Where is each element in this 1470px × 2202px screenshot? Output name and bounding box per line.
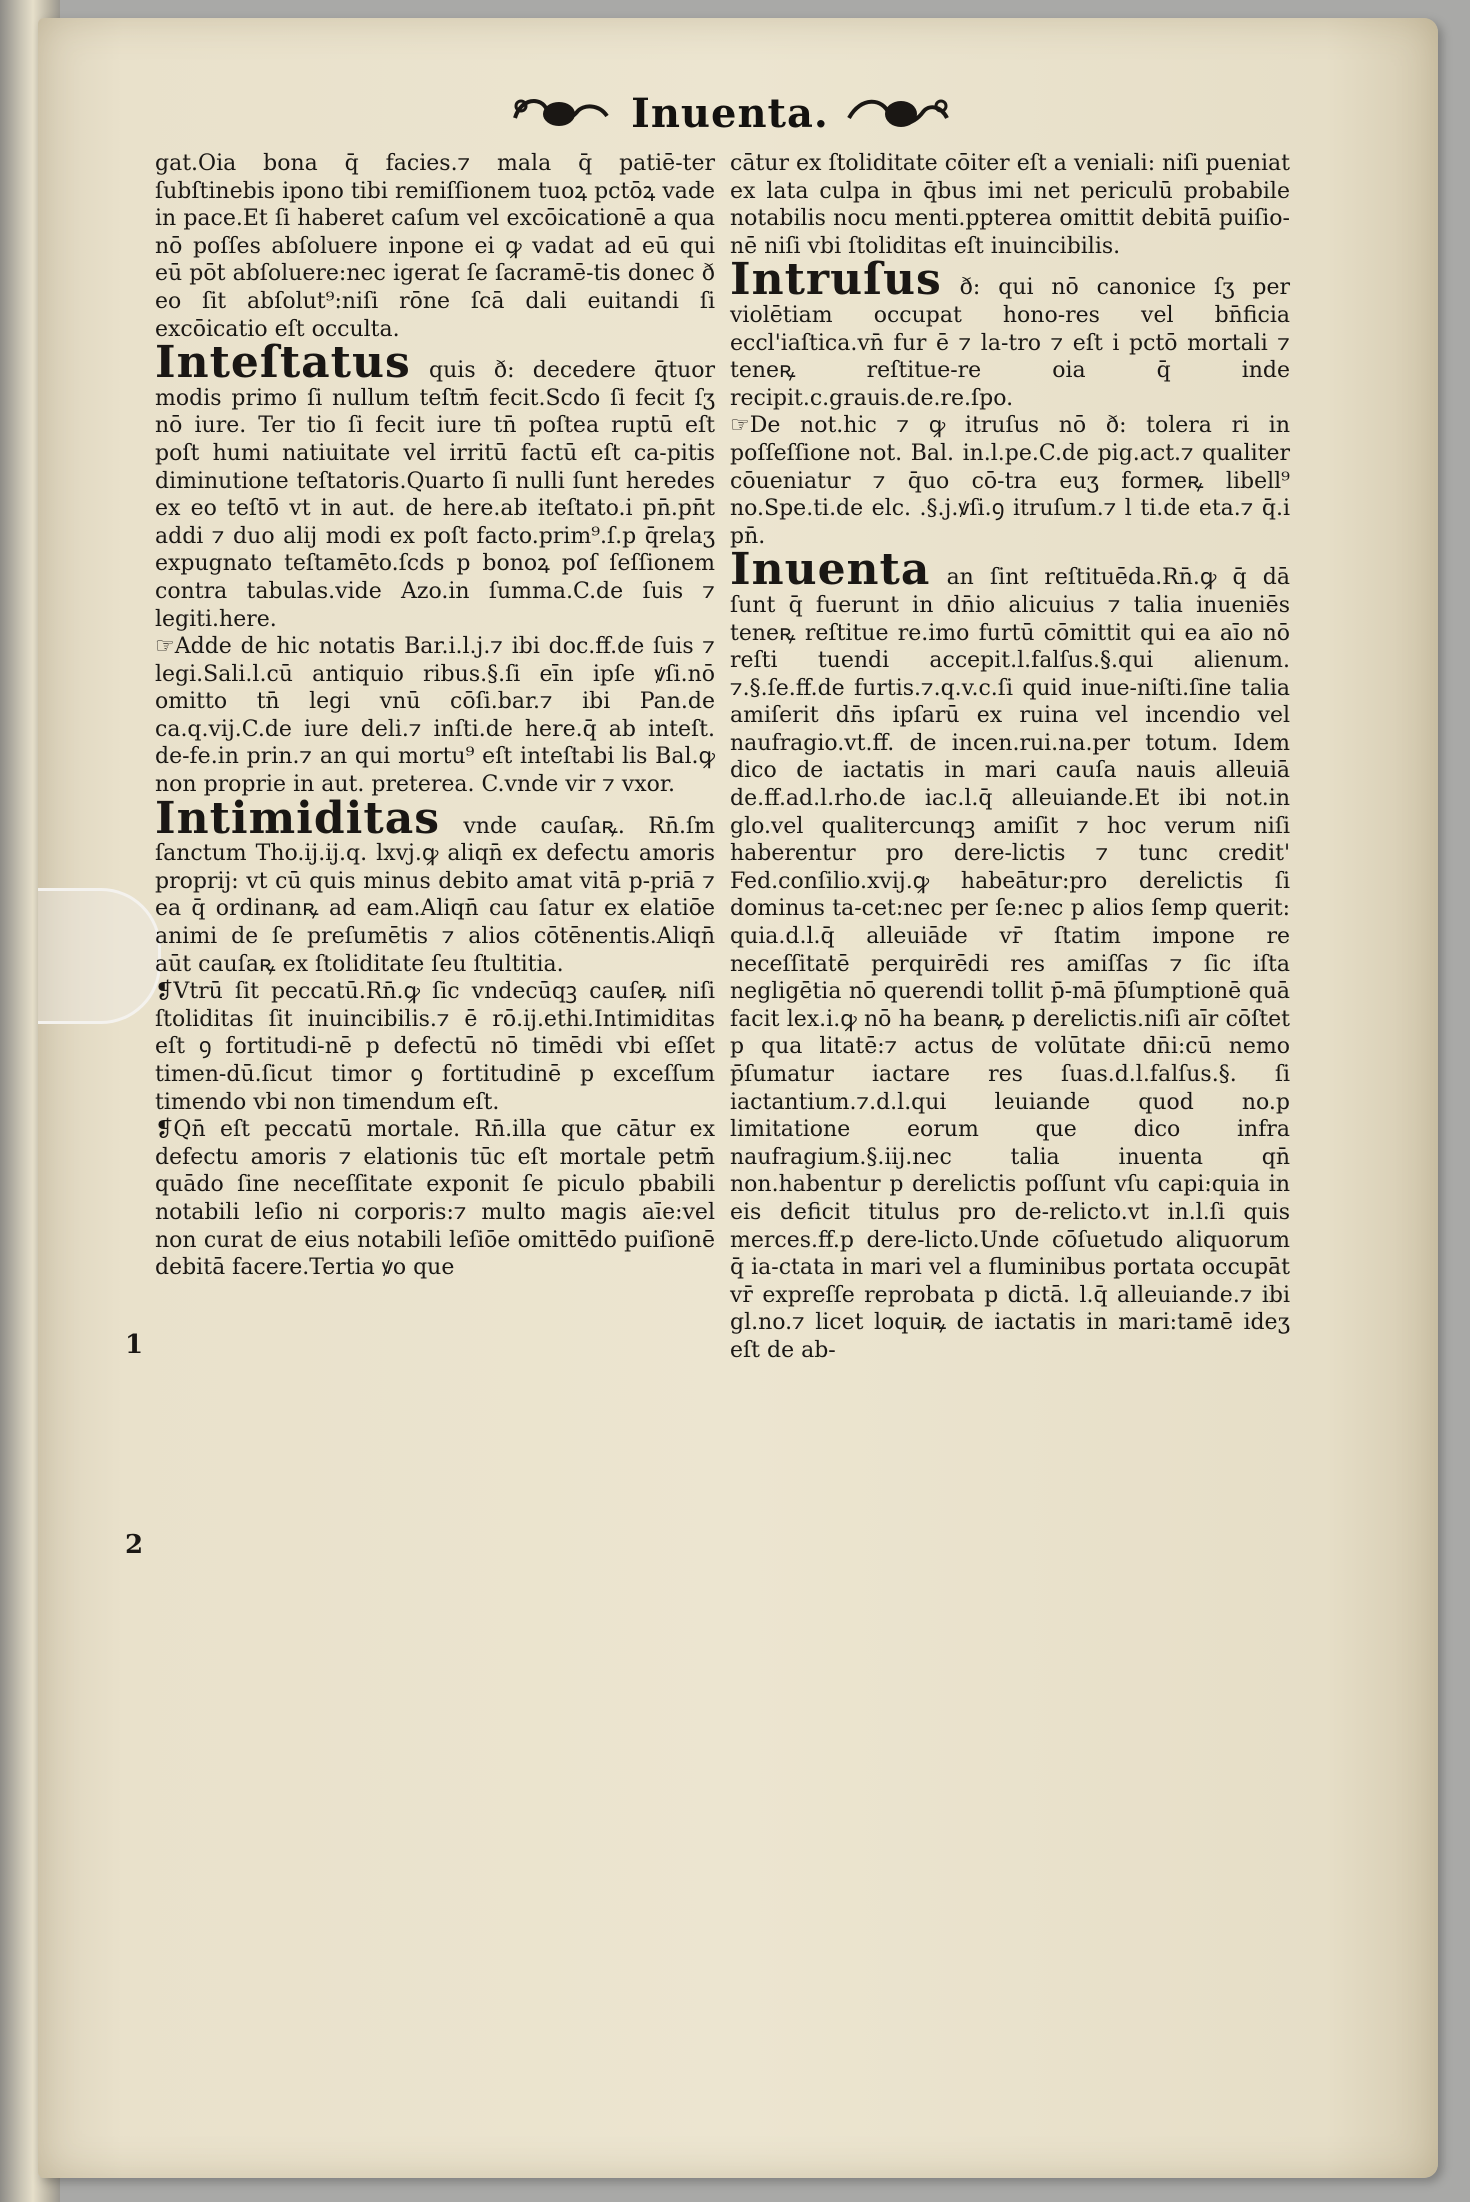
lemma-intimiditas: Intimiditas [155, 792, 440, 844]
lemma-inuenta: Inuenta [730, 544, 931, 596]
paper-clip [38, 888, 161, 1024]
left-paragraph-2: quis ð: decedere q̄tuor modis primo ſi nullum teſtm̄ fecit.Scdo ſi fecit ſʒ nō iure. Ter tio ſi fecit iure tn̄ poſtea ruptū eſt poſt humi natiuitate vel irritū factū eſt ca-pitis diminutione teſtatoris.Quarto ſi nulli ſunt heredes ex eo teſtō vt in aut. de here.ab iteſtato.i pn̄.pn̄t addi ⁊ duo alij modi ex poſt facto.prim⁹.ſ.p q̄relaʒ expugnato teſtamēto.ſcds p bonoꝝ poſ ſeſſionem contra tabulas.vide Azo.in ſumma.C.de ſuis ⁊ legiti.here. [155, 358, 716, 632]
left-paragraph-5: ❡Vtrū ſit peccatū.Rn̄.ꝙ ſic vndecūqꝫ cauſeꝶ niſi ſtoliditas ſit inuincibilis.⁊ ē rō.ij.ethi.Intimiditas eſt ꝯ fortitudi-nē p defectū nō timēdi vbi eſſet timen-dū.ſicut timor ꝯ fortitudinē p exceſſum timendo vbi non timendum eſt. [155, 979, 715, 1115]
left-paragraph-6: ❡Qn̄ eſt peccatū mortale. Rn̄.illa que cātur ex defectu amoris ⁊ elationis tūc eſt mortale petm̄ quādo ſine neceſſitate exponit ſe piculo pbabili notabili leſio ni corporis:⁊ multo magis aīe:vel non curat de eius notabili leſiōe omittēdo puiſionē debitā facere.Tertia ꝟo que [155, 1117, 715, 1281]
right-paragraph-2: ð: qui nō canonice ſʒ per violētiam occupat hono-res vel bn̄ficia eccl'iaſtica.vn̄ fur ē ⁊ la-tro ⁊ eſt i pctō mortali ⁊ teneꝶ reſtitue-re oia q̄ inde recipit.c.grauis.de.re.ſpo. [730, 275, 1290, 411]
left-entry-intimiditas [155, 792, 715, 979]
right-column [730, 150, 1290, 1365]
right-paragraph-3: ☞De not.hic ⁊ ꝙ itruſus nō ð: tolera ri in poſſeſſione not. Bal. in.l.pe.C.de pig.act.⁊ qualiter cōueniatur ⁊ q̄uo cō-tra euʒ formeꝶ libell⁹ no.Spe.ti.de elc. .§.j.ꝟſi.ꝯ itruſum.⁊ l ti.de eta.⁊ q̄.i pn̄. [730, 413, 1290, 549]
running-header [470, 78, 990, 148]
right-entry-intrusus [730, 254, 1290, 412]
left-entry-intestatus [155, 337, 716, 633]
margin-note-2: 2 [125, 1530, 144, 1560]
left-paragraph-3: ☞Adde de hic notatis Bar.i.l.j.⁊ ibi doc.ff.de ſuis ⁊ legi.Sali.l.cū antiquio ribus.§.ſi eīn ipſe ꝟſi.nō omitto tn̄ legi vnū cōſi.bar.⁊ ibi Pan.de ca.q.vij.C.de iure deli.⁊ inſti.de here.q̄ ab inteſt. de-fe.in prin.⁊ an qui mortu⁹ eſt inteſtabi lis Bal.ꝙ non proprie in aut. preterea. C.vnde vir ⁊ vxor. [155, 634, 715, 798]
right-entry-inuenta [730, 544, 1290, 1364]
right-paragraph-4: an ſint reſtituēda.Rn̄.ꝙ q̄ dā ſunt q̄ fuerunt in dn̄io alicuius ⁊ talia inueniēs teneꝶ reſtitue re.imo furtū cōmittit qui ea aīo nō reſti tuendi accepit.l.falſus.§.qui alienum. ⁊.§.ſe.ff.de furtis.⁊.q.v.c.ſi quid inue-niſti.ſine talia amiſerit dn̄s ipſarū ex ruina vel incendio vel naufragio.vt.ff. de incen.rui.na.per totum. Idem dico de iactatis in mari cauſa nauis alleuiā de.ff.ad.l.rho.de iac.l.q̄ alleuiande.Et ibi not.in glo.vel qualitercunqꝫ amiſit ⁊ hoc verum niſi haberentur pro dere-lictis ⁊ tunc credit' Fed.conſilio.xvij.ꝙ habeātur:pro derelictis ſi dominus ta-cet:nec per ſe:nec p alios ſemp querit: quia.d.l.q̄ alleuiāde vr̄ ſtatim impone re neceſſitatē perquirēdi res amiſſas ⁊ ſic iſta negligētia nō querendi tollit p̄-mā p̄ſumptionē quā facit lex.i.ꝙ nō ha beanꝶ p derelictis.niſi aīr cōſtet p qua litatē:⁊ actus de volūtate dn̄i:cū nemo p̄ſumatur iactare res ſuas.d.l.falſus.§. ſi iactantium.⁊.d.l.qui leuiande quod no.p limitatione eorum que dico infra naufragium.§.iij.nec talia inuenta qn̄ non.habentur p derelictis poſſunt vſu capi:quia in eis deficit titulus pro de-relicto.vt in.l.ſi quis merces.ff.p dere-licto.Unde cōſuetudo aliquorum q̄ ia-ctata in mari vel a fluminibus portata occupāt vr̄ expreſſe reprobata p dictā. l.q̄ alleuiande.⁊ ibi gl.no.⁊ licet loquiꝶ de iactatis in mari:tamē ideʒ eſt de ab- [730, 565, 1290, 1363]
lemma-intestatus: Inteſtatus [155, 337, 411, 389]
lemma-intrusus: Intruſus [730, 254, 942, 306]
margin-note-1: 1 [125, 1330, 144, 1360]
right-fleuron-icon [843, 88, 953, 138]
left-paragraph-1: gat.Oia bona q̄ facies.⁊ mala q̄ patiē-ter ſubſtinebis ipono tibi remiſſionem tuoꝝ pctōꝝ vade in pace.Et ſi haberet caſum vel excōicationē a qua nō poſſes abſoluere inpone ei ꝙ vadat ad eū qui eū pōt abſoluere:nec igerat ſe ſacramē-tis donec ð eo ſit abſolut⁹:niſi rōne ſcā dali euitandi ſi excōicatio eſt occulta. [155, 151, 715, 342]
left-column [155, 150, 715, 1282]
left-fleuron-icon [507, 88, 617, 138]
right-paragraph-1: cātur ex ſtoliditate cōiter eſt a veniali: niſi pueniat ex lata culpa in q̄bus imi net periculū probabile notabilis nocu menti.ppterea omittit debitā puiſio-nē niſi vbi ſtoliditas eſt inuincibilis. [730, 151, 1290, 259]
page-title: Inuenta. [631, 89, 829, 137]
left-paragraph-4: vnde cauſaꝶ. Rn̄.ſm ſanctum Tho.ij.ij.q. lxvj.ꝙ aliqn̄ ex defectu amoris proprij: vt cū quis minus debito amat vitā p-priā ⁊ ea q̄ ordinanꝶ ad eam.Aliqn̄ cau ſatur ex elatiōe animi de ſe preſumētis ⁊ alios cōtēnentis.Aliqn̄ aūt cauſaꝶ ex ſtoliditate ſeu ſtultitia. [155, 813, 715, 977]
